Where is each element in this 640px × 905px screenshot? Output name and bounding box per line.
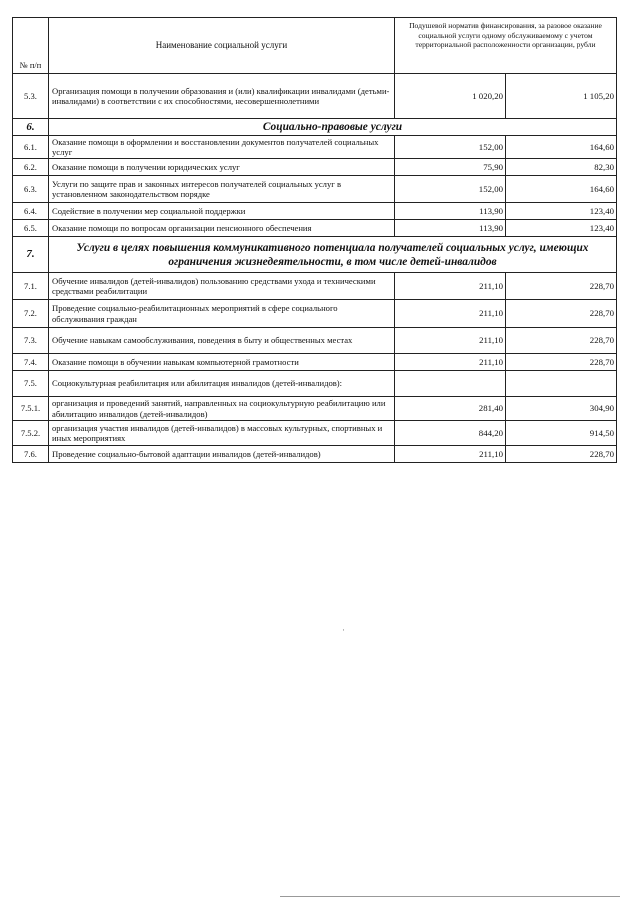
section-row: [13, 119, 617, 136]
table-row: [13, 397, 617, 421]
service-name: Проведение социально-бытовой адаптации инвалидов (детей-инвалидов): [49, 446, 395, 463]
price-value-1: 113,90: [395, 220, 506, 237]
table-row: [13, 354, 617, 371]
table-row: [13, 300, 617, 328]
price-value-2: 914,50: [506, 421, 617, 446]
service-name: Оказание помощи в обучении навыкам компьютерной грамотности: [49, 354, 395, 371]
price-value-2: 228,70: [506, 273, 617, 300]
table-row: [13, 136, 617, 159]
table-row: [13, 273, 617, 300]
section-title: Социально-правовые услуги: [49, 119, 617, 136]
price-value-2: 123,40: [506, 203, 617, 220]
price-value-1: 152,00: [395, 136, 506, 159]
header-service-name: Наименование социальной услуги: [49, 18, 395, 74]
price-value-1: 844,20: [395, 421, 506, 446]
table-row: [13, 446, 617, 463]
header-price: Подушевой норматив финансирования, за разовое оказание социальной услуги одному обслуживаемому с учетом территориальной расположенности организации, рубли: [395, 18, 617, 74]
row-number: 7.3.: [13, 328, 49, 354]
row-number: 7.4.: [13, 354, 49, 371]
service-name: Содействие в получении мер социальной поддержки: [49, 203, 395, 220]
table-row: [13, 328, 617, 354]
section-number: 6.: [13, 119, 49, 136]
table-row: [13, 421, 617, 446]
service-name: Обучение инвалидов (детей-инвалидов) пользованию средствами ухода и техническими средствами реабилитации: [49, 273, 395, 300]
table-body: [13, 74, 617, 463]
scan-mark: ·: [342, 625, 345, 635]
row-number: 6.1.: [13, 136, 49, 159]
service-name: Оказание помощи в оформлении и восстановлении документов получателей социальных услуг: [49, 136, 395, 159]
price-value-1: 281,40: [395, 397, 506, 421]
service-name: организация участия инвалидов (детей-инвалидов) в массовых культурных, спортивных и иных мероприятиях: [49, 421, 395, 446]
price-value-1: 211,10: [395, 273, 506, 300]
row-number: 7.1.: [13, 273, 49, 300]
row-number: 7.5.1.: [13, 397, 49, 421]
row-number: 7.2.: [13, 300, 49, 328]
service-name: Социокультурная реабилитация или абилитация инвалидов (детей-инвалидов):: [49, 371, 395, 397]
price-value-1: 211,10: [395, 446, 506, 463]
service-name: Обучение навыкам самообслуживания, поведения в быту и общественных местах: [49, 328, 395, 354]
price-value-2: 164,60: [506, 176, 617, 203]
tariff-table: [12, 17, 617, 463]
row-number: 7.5.: [13, 371, 49, 397]
price-value-1: 113,90: [395, 203, 506, 220]
service-name: Проведение социально-реабилитационных мероприятий в сфере социального обслуживания граждан: [49, 300, 395, 328]
section-title: Услуги в целях повышения коммуникативного потенциала получателей социальных услуг, имеющих ограничения жизнедеятельности, в том числе детей-инвалидов: [49, 237, 617, 273]
price-value-2: 164,60: [506, 136, 617, 159]
row-number: 7.5.2.: [13, 421, 49, 446]
table-row: [13, 74, 617, 119]
header-num: № п/п: [13, 18, 49, 74]
page-edge-line: [280, 896, 620, 897]
service-name: Оказание помощи в получении юридических услуг: [49, 159, 395, 176]
price-value-2: 1 105,20: [506, 74, 617, 119]
price-value-2: 304,90: [506, 397, 617, 421]
price-value-2: 228,70: [506, 328, 617, 354]
table-header-row: [13, 18, 617, 74]
row-number: 7.6.: [13, 446, 49, 463]
price-value-1: [395, 371, 506, 397]
price-value-2: [506, 371, 617, 397]
row-number: 6.5.: [13, 220, 49, 237]
service-name: Организация помощи в получении образования и (или) квалификации инвалидами (детьми-инвалидами) в соответствии с их способностями, несовершеннолетними: [49, 74, 395, 119]
table-row: [13, 203, 617, 220]
row-number: 5.3.: [13, 74, 49, 119]
price-value-2: 228,70: [506, 354, 617, 371]
price-value-1: 152,00: [395, 176, 506, 203]
price-value-1: 211,10: [395, 300, 506, 328]
price-value-2: 82,30: [506, 159, 617, 176]
section-number: 7.: [13, 237, 49, 273]
price-value-1: 211,10: [395, 328, 506, 354]
section-row: [13, 237, 617, 273]
service-name: организация и проведений занятий, направленных на социокультурную реабилитацию или абилитацию инвалидов (детей-инвалидов): [49, 397, 395, 421]
table-row: [13, 220, 617, 237]
price-value-1: 75,90: [395, 159, 506, 176]
row-number: 6.4.: [13, 203, 49, 220]
service-name: Оказание помощи по вопросам организации пенсионного обеспечения: [49, 220, 395, 237]
table-row: [13, 176, 617, 203]
row-number: 6.3.: [13, 176, 49, 203]
price-value-1: 211,10: [395, 354, 506, 371]
price-value-1: 1 020,20: [395, 74, 506, 119]
row-number: 6.2.: [13, 159, 49, 176]
table-row: [13, 371, 617, 397]
price-value-2: 228,70: [506, 446, 617, 463]
service-name: Услуги по защите прав и законных интересов получателей социальных услуг в установленном законодательством порядке: [49, 176, 395, 203]
table-row: [13, 159, 617, 176]
price-value-2: 123,40: [506, 220, 617, 237]
price-value-2: 228,70: [506, 300, 617, 328]
